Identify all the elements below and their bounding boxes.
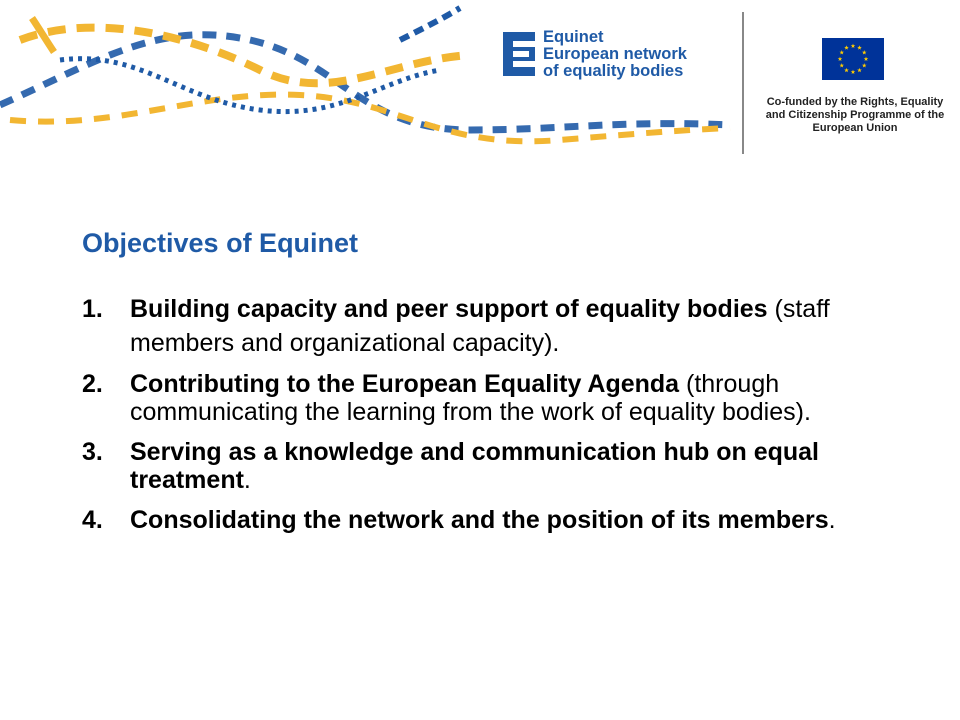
slide-title: Objectives of Equinet — [82, 228, 359, 258]
objective-heading: Contributing to the European Equality Agenda — [130, 370, 680, 398]
equinet-logo — [503, 28, 753, 88]
logo-line-1: Equinet — [543, 28, 604, 46]
cofunding-note — [755, 96, 955, 135]
logo-line-3: of equality bodies — [543, 62, 684, 80]
objective-heading: Consolidating the network and the position of its members — [130, 506, 829, 534]
objective-detail: (through communicating the learning from the work of equality bodies). — [130, 370, 811, 426]
objective-item — [82, 438, 882, 494]
objective-number: 2. — [82, 370, 103, 398]
objective-number: 3. — [82, 438, 103, 466]
eu-flag-icon — [822, 38, 884, 80]
objective-heading: Serving as a knowledge and communication hub on equal treatment — [130, 438, 820, 494]
objective-detail: . — [243, 466, 251, 494]
equinet-e-mark-icon — [503, 32, 535, 76]
logo-line-2: European network — [543, 45, 687, 63]
cofund-line-1: Co-funded by the Rights, Equality — [766, 96, 944, 108]
objective-detail: (staff members and organizational capacity). — [130, 295, 830, 357]
objective-number: 4. — [82, 506, 103, 534]
cofund-line-2: and Citizenship Programme of the — [765, 109, 945, 121]
objectives-list — [82, 292, 882, 546]
objective-item — [82, 370, 882, 426]
objective-detail: . — [828, 506, 836, 534]
header-divider — [742, 12, 744, 154]
cofund-line-3: European Union — [812, 122, 898, 134]
objective-number: 1. — [82, 295, 103, 323]
objective-item — [82, 506, 882, 534]
objective-heading: Building capacity and peer support of equality bodies — [130, 295, 768, 323]
objective-item — [82, 292, 882, 360]
